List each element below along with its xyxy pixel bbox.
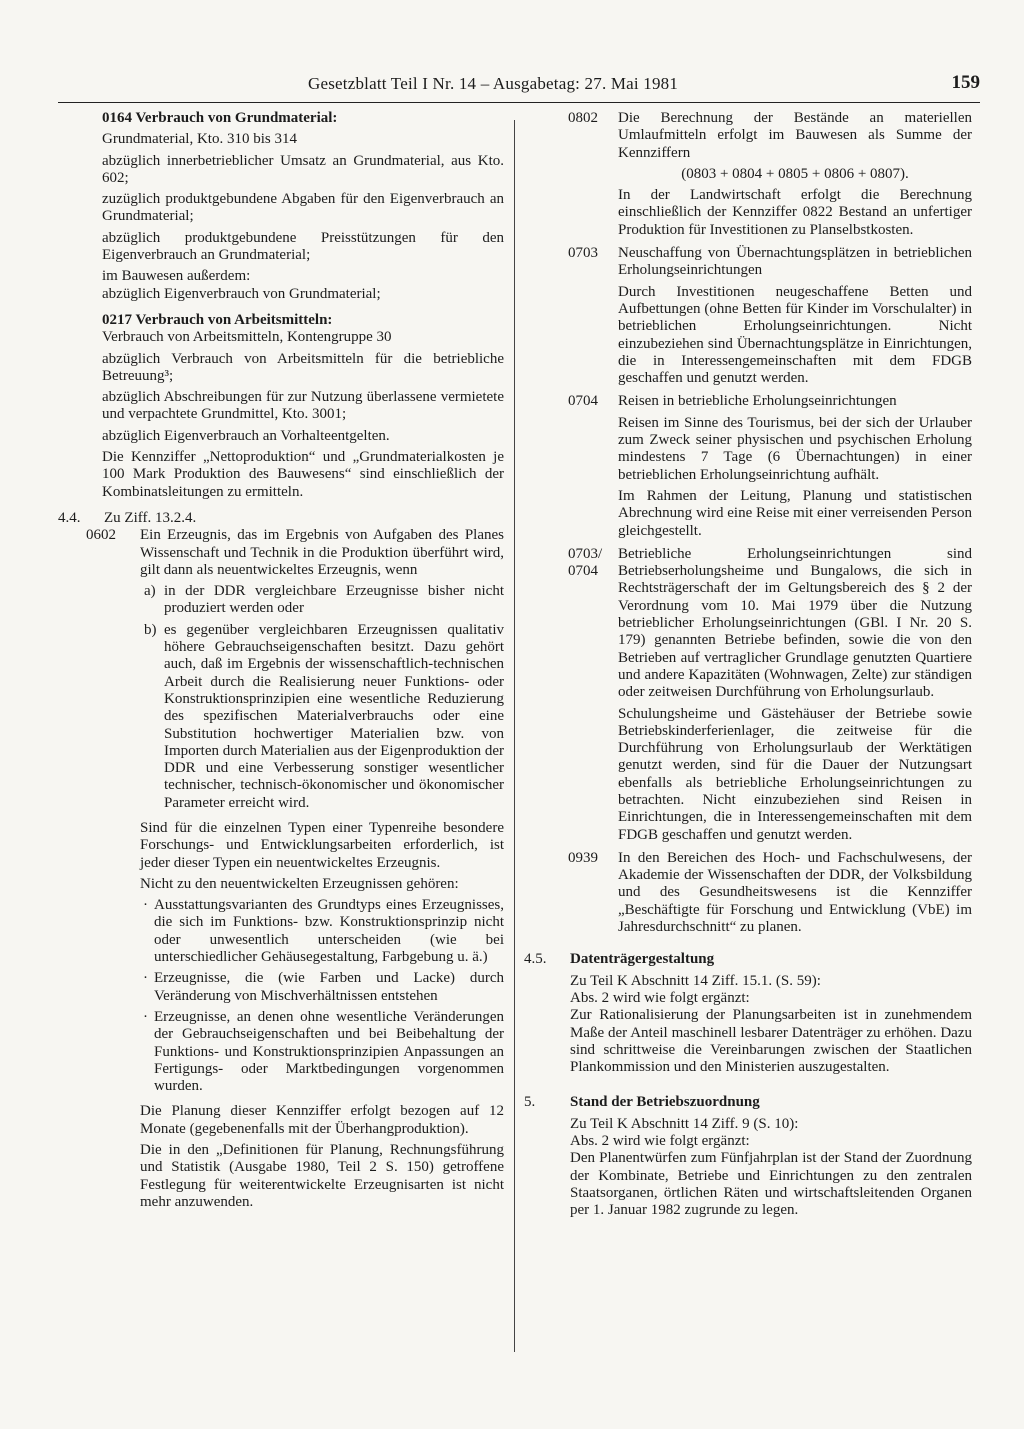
page-header	[58, 74, 980, 103]
section-5	[524, 1094, 972, 1219]
paragraph: Zu Teil K Abschnitt 14 Ziff. 9 (S. 10):	[570, 1115, 799, 1132]
paragraph: Durch Investitionen neugeschaffene Betten und Aufbettungen (ohne Betten für Kinder im Vorschulalter) in betrieblichen Erholungseinrichtungen. Nicht einzubeziehen sind Übernachtungsplätze in Einrichtungen, die in Interessengemeinschaften mit dem FDGB geschaffen und genutzt werden.	[618, 283, 972, 387]
paragraph: Sind für die einzelnen Typen einer Typenreihe besondere Forschungs- und Entwicklungsarbeiten erforderlich, ist jeder dieser Typen ein neuentwickeltes Erzeugnis.	[140, 819, 504, 871]
code-label: 0703	[568, 245, 598, 262]
page-number: 159	[951, 72, 980, 93]
list-item-text: Ausstattungsvarianten des Grundtyps eines Erzeugnisses, die sich im Funktions- bzw. Konstruktionsprinzip nicht oder unwesentlich unterscheiden (wie bei unterschiedlicher Gehäusegestaltung, Farbgebung u. ä.)	[154, 897, 504, 966]
text-line: abzüglich Abschreibungen für zur Nutzung überlassene vermietete und verpachtete Grundmittel, Kto. 3001;	[102, 389, 504, 423]
section-title: Datenträgergestaltung	[570, 951, 715, 968]
section-0217-title: 0217 Verbrauch von Arbeitsmitteln:	[102, 311, 333, 328]
code-label: 0704	[568, 393, 598, 410]
paragraph: Ein Erzeugnis, das im Ergebnis von Aufgaben des Planes Wissenschaft und Technik in die Produktion überführt wird, gilt dann als neuentwickeltes Erzeugnis, wenn	[140, 527, 504, 578]
list-item-text: Erzeugnisse, die (wie Farben und Lacke) durch Veränderung von Mischverhältnissen entstehen	[154, 970, 504, 1004]
section-number: 4.4.	[58, 509, 81, 526]
list-item-text: Erzeugnisse, an denen ohne wesentliche Veränderungen der Gebrauchseigenschaften und bei Beibehaltung der Funktions- und Konstruktionsprinzipien Anpassungen an Fertigungs- oder Marktbedingungen vorgenommen wurden.	[154, 1008, 504, 1095]
section-0164	[58, 110, 504, 303]
code-0703	[524, 245, 972, 387]
paragraph: In den Bereichen des Hoch- und Fachschulwesens, der Akademie der Wissenschaften der DDR, der Volksbildung und des Gesundheitswesens ist die Kennziffer „Beschäftigte für Forschung und Entwicklung (VbE) im Jahresdurchschnitt“ zu planen.	[618, 849, 972, 936]
paragraph: Reisen in betriebliche Erholungseinrichtungen	[618, 393, 897, 410]
section-number: 4.5.	[524, 951, 547, 968]
section-0217	[58, 312, 504, 501]
column-divider	[514, 120, 515, 1352]
paragraph: Neuschaffung von Übernachtungsplätzen in betrieblichen Erholungseinrichtungen	[618, 245, 972, 279]
list-item: · Erzeugnisse, an denen ohne wesentliche Veränderungen der Gebrauchseigenschaften und bei Beibehaltung der Funktions- und Konstruktionsprinzipien Anpassungen an Fertigungs- oder Marktbedingungen vorgenommen wurden.	[143, 1008, 504, 1095]
sub-text: in der DDR vergleichbare Erzeugnisse bisher nicht produziert werden oder	[164, 583, 504, 617]
paragraph: Abs. 2 wird wie folgt ergänzt:	[570, 989, 750, 1006]
left-column	[58, 110, 504, 1217]
section-0164-title: 0164 Verbrauch von Grundmaterial:	[102, 110, 338, 126]
code-0703-0704	[524, 546, 972, 844]
sub-item-b	[140, 622, 504, 812]
paragraph: Zu Teil K Abschnitt 14 Ziff. 15.1. (S. 59):	[570, 972, 821, 989]
section-title: Stand der Betriebszuordnung	[570, 1094, 760, 1111]
paragraph: Abs. 2 wird wie folgt ergänzt:	[570, 1133, 750, 1150]
text-line: im Bauwesen außerdem:	[102, 268, 251, 285]
paragraph: Zur Rationalisierung der Planungsarbeiten ist in zunehmendem Maße der Anteil maschinell lesbarer Datenträger zu erhöhen. Dazu sind schrittweise die Vereinbarungen zwischen der Staatlichen Plankommission und den Ministerien auszugestalten.	[570, 1007, 972, 1076]
text-line: Die Kennziffer „Nettoproduktion“ und „Grundmaterialkosten je 100 Mark Produktion des Bauwesens“ sind einschließlich der Kombinatsleitungen zu ermitteln.	[102, 449, 504, 500]
sub-text: es gegenüber vergleichbaren Erzeugnissen qualitativ höhere Gebrauchseigenschaften besitzt. Dazu gehört auch, daß im Ergebnis der wissenschaftlich-technischen Arbeit durch die Realisierung neuer Funktions- oder Konstruktionsprinzipien eine wesentliche Reduzierung des spezifischen Materialverbrauchs oder eine Substitution hochwertiger Materialien bzw. von Importen durch Materialien aus der Eigenproduktion der DDR und eine Verbesserung sonstiger wesentlicher technischer, technisch-ökonomischer und ökonomischer Parameter erreicht wird.	[164, 621, 504, 811]
section-4-4	[58, 510, 504, 527]
text-line: zuzüglich produktgebundene Abgaben für den Eigenverbrauch an Grundmaterial;	[102, 191, 504, 225]
code-line: 0703/	[568, 545, 603, 562]
list-item: · Ausstattungsvarianten des Grundtyps eines Erzeugnisses, die sich im Funktions- bzw. Konstruktionsprinzip nicht oder unwesentlich unterscheiden (wie bei unterschiedlicher Gehäusegestaltung, Farbgebung u. ä.)	[143, 897, 504, 966]
paragraph: Betriebliche Erholungseinrichtungen sind Betriebserholungsheime und Bungalows, die sich in Rechtsträgerschaft der im Geltungsbereich des § 2 der Verordnung vom 10. Mai 1979 über die Nutzung betrieblicher Erholungseinrichtungen (GBl. I Nr. 20 S. 179) genannten Betriebe befinden, sowie die von den Betrieben auf vertraglicher Grundlage genutzten Quartiere und andere Kapazitäten (Wohnwagen, Zelte) zur ständigen oder zeitweisen Durchführung von Erholungsurlaub.	[618, 545, 972, 701]
sub-item-a	[140, 583, 504, 618]
code-label: 0802	[568, 110, 598, 126]
code-0602	[58, 527, 504, 1211]
section-4-5	[524, 951, 972, 1076]
code-line: 0704	[568, 563, 598, 580]
paragraph: Die in den „Definitionen für Planung, Rechnungsführung und Statistik (Ausgabe 1980, Teil 2 S. 150) getroffene Festlegung für weiterentwickelte Erzeugnisarten ist nicht mehr anzuwenden.	[140, 1142, 504, 1210]
code-label: 0602	[86, 527, 116, 544]
paragraph: Schulungsheime und Gästehäuser der Betriebe sowie Betriebskinderferienlager, die zeitweise für die Durchführung von Erholungsurlaub der Werktätigen genutzt werden, sind für die Dauer der Nutzungsart ebenfalls als betriebliche Erholungseinrichtungen zu betrachten. Nicht einzubeziehen sind Reisen in Einrichtungen, die in Interessengemeinschaften mit dem FDGB geschaffen und genutzt werden.	[618, 705, 972, 843]
code-label: 0939	[568, 849, 598, 866]
text-line: abzüglich innerbetrieblicher Umsatz an Grundmaterial, aus Kto. 602;	[102, 152, 504, 186]
running-title: Gesetzblatt Teil I Nr. 14 – Ausgabetag: 27. Mai 1981	[308, 74, 679, 93]
paragraph: Im Rahmen der Leitung, Planung und statistischen Abrechnung wird eine Reise mit einer verreisenden Person gleichgestellt.	[618, 487, 972, 539]
list-item: · Erzeugnisse, die (wie Farben und Lacke) durch Veränderung von Mischverhältnissen entstehen	[143, 970, 504, 1004]
sub-label: a)	[144, 583, 156, 600]
section-number: 5.	[524, 1094, 536, 1111]
sub-label: b)	[144, 621, 157, 638]
paragraph: Den Planentwürfen zum Fünfjahrplan ist der Stand der Zuordnung der Kombinate, Betriebe und Einrichtungen zu den zentralen Staatsorganen, örtlichen Räten und wirtschaftsleitenden Organen per 1. Januar 1982 zugrunde zu legen.	[570, 1150, 972, 1219]
code-0939	[524, 850, 972, 936]
code-0802	[524, 110, 972, 239]
text-line: abzüglich Verbrauch von Arbeitsmitteln für die betriebliche Betreuung³;	[102, 350, 504, 384]
text-line: abzüglich Eigenverbrauch an Vorhalteentgelten.	[102, 427, 390, 444]
paragraph: Nicht zu den neuentwickelten Erzeugnissen gehören:	[140, 875, 459, 892]
right-column	[524, 110, 972, 1220]
code-label	[568, 546, 658, 581]
text-line: abzüglich produktgebundene Preisstützungen für den Eigenverbrauch an Grundmaterial;	[102, 229, 504, 264]
paragraph: In der Landwirtschaft erfolgt die Berechnung einschließlich der Kennziffer 0822 Bestand an unfertiger Produktion für Investitionen zu Planselbstkosten.	[618, 187, 972, 238]
code-0704	[524, 393, 972, 539]
text-line: Grundmaterial, Kto. 310 bis 314	[102, 131, 297, 148]
paragraph: Reisen im Sinne des Tourismus, bei der sich der Urlauber zum Zweck seiner physischen und psychischen Erholung mindestens 7 Tage (6 Übernachtungen) in einer betrieblichen Erholungseinrichtung aufhält.	[618, 414, 972, 483]
formula: (0803 + 0804 + 0805 + 0806 + 0807).	[681, 165, 909, 182]
paragraph: Die Berechnung der Bestände an materiellen Umlaufmitteln erfolgt im Bauwesen als Summe der Kennziffern	[618, 110, 972, 161]
paragraph: Die Planung dieser Kennziffer erfolgt bezogen auf 12 Monate (gegebenenfalls mit der Überhangproduktion).	[140, 1103, 504, 1137]
text-line: Verbrauch von Arbeitsmitteln, Kontengruppe 30	[102, 329, 392, 346]
text-line: abzüglich Eigenverbrauch von Grundmaterial;	[102, 285, 381, 302]
section-heading: Zu Ziff. 13.2.4.	[104, 509, 197, 526]
